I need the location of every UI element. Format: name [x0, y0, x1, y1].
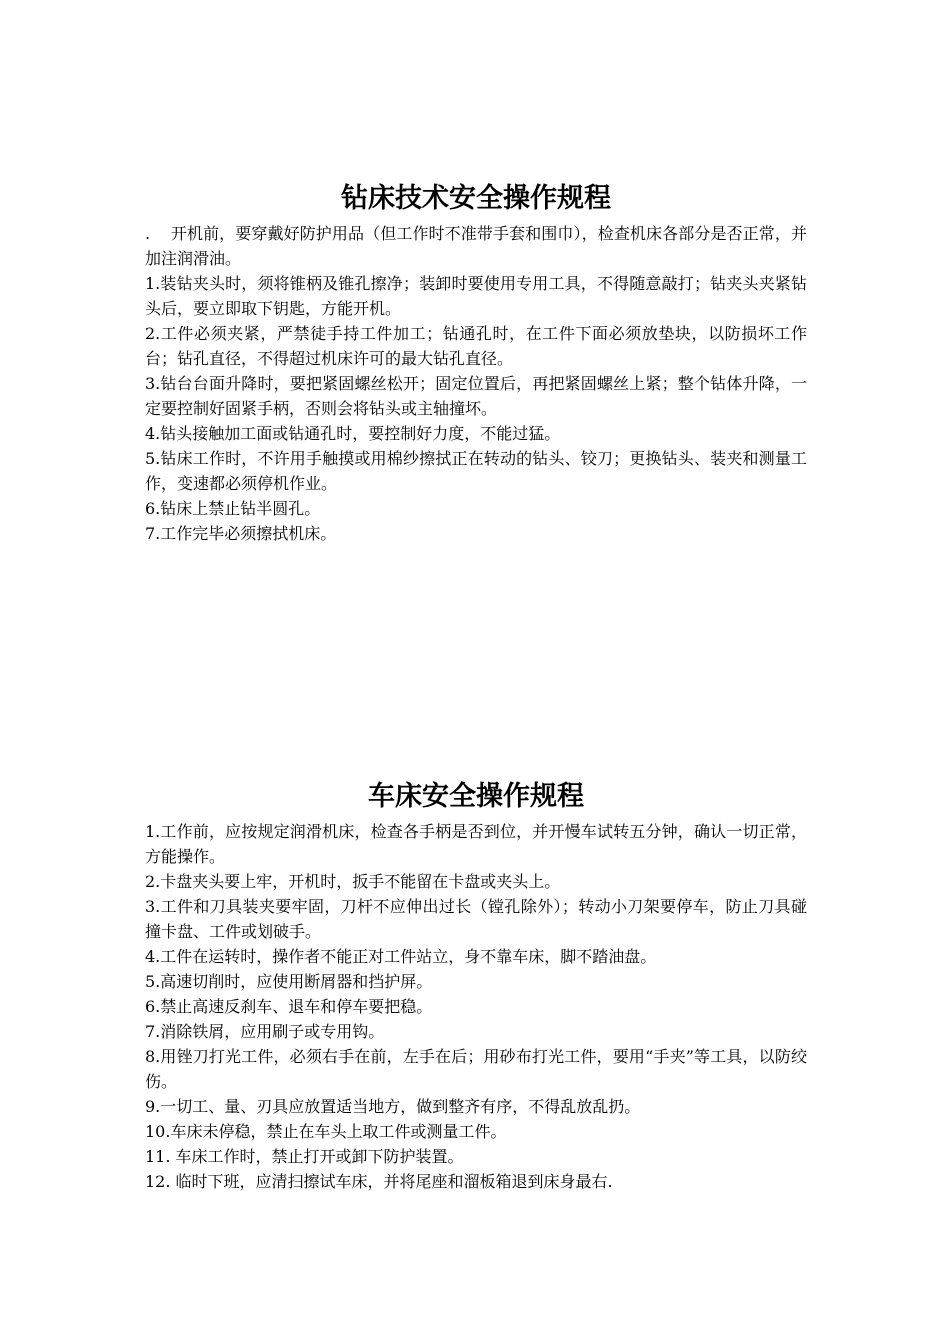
lathe-rule-1: 1.工作前，应按规定润滑机床，检查各手柄是否到位，并开慢车试转五分钟，确认一切正常，方能操作。: [145, 822, 807, 866]
drill-press-title: 钻床技术安全操作规程: [341, 183, 611, 214]
lathe-rule-2: 2.卡盘夹头要上牢，开机时，扳手不能留在卡盘或夹头上。: [145, 872, 561, 891]
lathe-rule-3: 3.工件和刀具装夹要牢固，刀杆不应伸出过长（镗孔除外）；转动小刀架要停车，防止刀具碰撞卡盘、工件或划破手。: [145, 897, 807, 941]
drill-rule-3: 3.钻台台面升降时，要把紧固螺丝松开；固定位置后，再把紧固螺丝上紧；整个钻体升降，一定要控制好固紧手柄，否则会将钻头或主轴撞坏。: [145, 374, 807, 418]
lathe-rule-12: 12. 临时下班，应清扫擦试车床，并将尾座和溜板箱退到床身最右.: [145, 1172, 613, 1191]
drill-rule-intro: . 开机前，要穿戴好防护用品（但工作时不准带手套和围巾），检查机床各部分是否正常，并加注润滑油。: [145, 224, 807, 268]
drill-rule-2: 2.工件必须夹紧，严禁徒手持工件加工；钻通孔时，在工件下面必须放垫块，以防损坏工作台；钻孔直径，不得超过机床许可的最大钻孔直径。: [145, 324, 807, 368]
lathe-section: [145, 778, 807, 1194]
lathe-rule-8: 8.用锉刀打光工件，必须右手在前，左手在后；用砂布打光工件，要用“手夹”等工具，以防绞伤。: [145, 1047, 807, 1091]
lathe-rule-4: 4.工件在运转时，操作者不能正对工件站立，身不靠车床，脚不踏油盘。: [145, 947, 657, 966]
lathe-rule-11: 11. 车床工作时，禁止打开或卸下防护装置。: [145, 1147, 464, 1166]
drill-press-section: [145, 180, 807, 546]
lathe-rule-5: 5.高速切削时，应使用断屑器和挡护屏。: [145, 972, 433, 991]
lathe-rule-10: 10.车床未停稳，禁止在车头上取工件或测量工件。: [145, 1122, 507, 1141]
lathe-rule-6: 6.禁止高速反刹车、退车和停车要把稳。: [145, 997, 433, 1016]
lathe-rules: [145, 819, 807, 1194]
drill-rule-4: 4.钻头接触加工面或钻通孔时，要控制好力度，不能过猛。: [145, 424, 561, 443]
drill-press-rules: [145, 221, 807, 546]
lathe-rule-9: 9.一切工、量、刃具应放置适当地方，做到整齐有序，不得乱放乱扔。: [145, 1097, 641, 1116]
lathe-title: 车床安全操作规程: [368, 781, 584, 812]
lathe-rule-7: 7.消除铁屑，应用刷子或专用钩。: [145, 1022, 385, 1041]
drill-rule-1: 1.装钻夹头时，须将锥柄及锥孔擦净；装卸时要使用专用工具，不得随意敲打；钻夹头夹紧钻头后，要立即取下钥匙，方能开机。: [145, 274, 807, 318]
drill-rule-5: 5.钻床工作时，不许用手触摸或用棉纱擦拭正在转动的钻头、铰刀；更换钻头、装夹和测量工作，变速都必须停机作业。: [145, 449, 807, 493]
drill-rule-7: 7.工作完毕必须擦拭机床。: [145, 524, 337, 543]
drill-rule-6: 6.钻床上禁止钻半圆孔。: [145, 499, 321, 518]
